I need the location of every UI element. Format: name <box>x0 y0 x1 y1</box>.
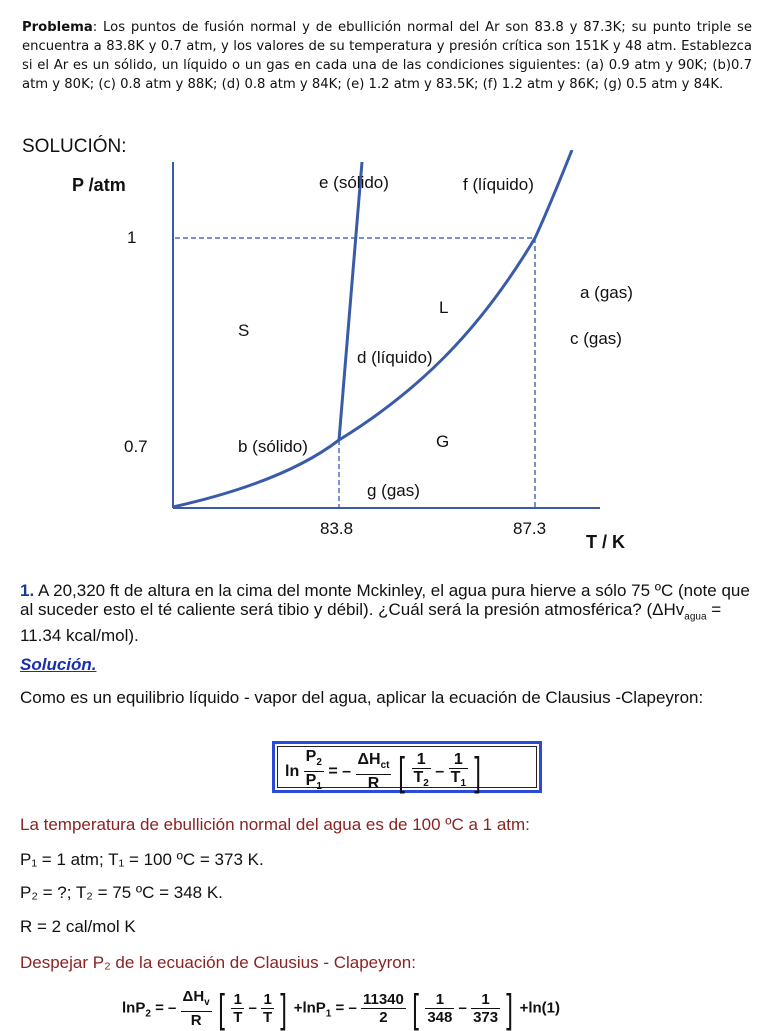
y-tick-0-7: 0.7 <box>124 437 148 456</box>
x-tick-87-3: 87.3 <box>513 519 547 538</box>
y-tick-1: 1 <box>127 228 137 247</box>
label-g-gas: g (gas) <box>367 481 420 500</box>
eq1-dh-over-r: $\frac{\Delta H_{ct}}{R}$ <box>357 751 390 793</box>
phase-diagram <box>0 150 768 560</box>
fusion-curve <box>339 162 362 440</box>
y-axis-title: P /atm <box>72 175 126 195</box>
label-d-liquid: d (líquido) <box>357 348 433 367</box>
solucion-label: Solución. <box>20 655 97 674</box>
r-value-line: R = 2 cal/mol K <box>20 917 136 936</box>
label-c-gas: c (gas) <box>570 329 622 348</box>
normal-boiling-line: La temperatura de ebullición normal del agua es de 100 ºC a 1 atm: <box>20 815 530 834</box>
eq1-ln: ln <box>285 762 300 780</box>
label-e-solid: e (sólido) <box>319 173 389 192</box>
problem-text: : Los puntos de fusión normal y de ebullición normal del Ar son 83.8 y 87.3K; su punto triple se encuentra a 83.8K y 0.7 atm, y los valores de su temperatura y presión crítica son 151K y 48 atm. Establezca si el Ar es un sólido, un líquido o un gas en cada una de las condiciones siguientes: (a) 0.9 atm y 90K; (b)0.7 atm y 80K; (c) 0.8 atm y 88K; (d) 0.8 atm y 84K; (e) 1.2 atm y 83.5K; (f) 1.2 atm y 86K; (g) 0.5 atm y 84K. <box>22 20 752 92</box>
eq1-one-over-t2: $\frac{1}{T_2}$ <box>413 751 429 790</box>
question-number: 1. <box>20 581 35 600</box>
eq1-p-ratio: $\frac{P_2}{P_1}$ <box>305 748 322 793</box>
eq1-one-over-t1: $\frac{1}{T_1}$ <box>450 751 466 790</box>
clausius-clapeyron-box <box>272 741 542 793</box>
problem-label: Problema <box>22 20 93 35</box>
question-text: A 20,320 ft de altura en la cima del monte Mckinley, el agua pura hierve a sólo 75 ºC (note que al suceder esto el té caliente será tibio y débil). ¿Cuál será la presión atmosférica? (ΔHv <box>20 581 750 619</box>
intro-paragraph: Como es un equilibrio líquido - vapor del agua, aplicar la ecuación de Clausius -Clapeyron: <box>20 688 704 707</box>
question-1 <box>20 581 760 645</box>
sublimation-vaporization-curve <box>173 150 572 507</box>
problem-statement <box>22 18 752 94</box>
label-liquid-region: L <box>439 298 449 317</box>
label-a-gas: a (gas) <box>580 283 633 302</box>
label-b-solid: b (sólido) <box>238 437 308 456</box>
question-sub: agua <box>684 611 707 623</box>
label-solid-region: S <box>238 321 250 340</box>
solution-heading: SOLUCIÓN: <box>22 136 127 157</box>
x-axis-title: T / K <box>586 532 625 552</box>
eq1-right-bracket: ] <box>474 749 482 794</box>
p2-t2-line: P₂ = ?; T₂ = 75 ºC = 348 K. <box>20 883 223 902</box>
solved-equation: lnP$_2$ = – $\frac{\Delta H_v}{R}$ [ $\frac{1}{T}$ – $\frac{1}{T}$ ] +lnP$_1$ = – $\frac{11340}{2}$ [ $\frac{1}{348}$ – $\frac{1}{373}$ ] +ln(1) <box>122 986 560 1031</box>
label-gas-region: G <box>436 432 450 451</box>
despejar-line: Despejar P₂ de la ecuación de Clausius - Clapeyron: <box>20 953 416 972</box>
eq1-left-bracket: [ <box>398 749 405 794</box>
p1-t1-line: P₁ = 1 atm; T₁ = 100 ºC = 373 K. <box>20 850 264 869</box>
question-text-end: = 11.34 kcal/mol). <box>20 600 722 646</box>
eq1-equals: = – <box>328 762 352 780</box>
x-tick-83-8: 83.8 <box>320 519 354 538</box>
eq1-minus: – <box>435 762 445 780</box>
label-f-liquid: f (líquido) <box>463 175 534 194</box>
